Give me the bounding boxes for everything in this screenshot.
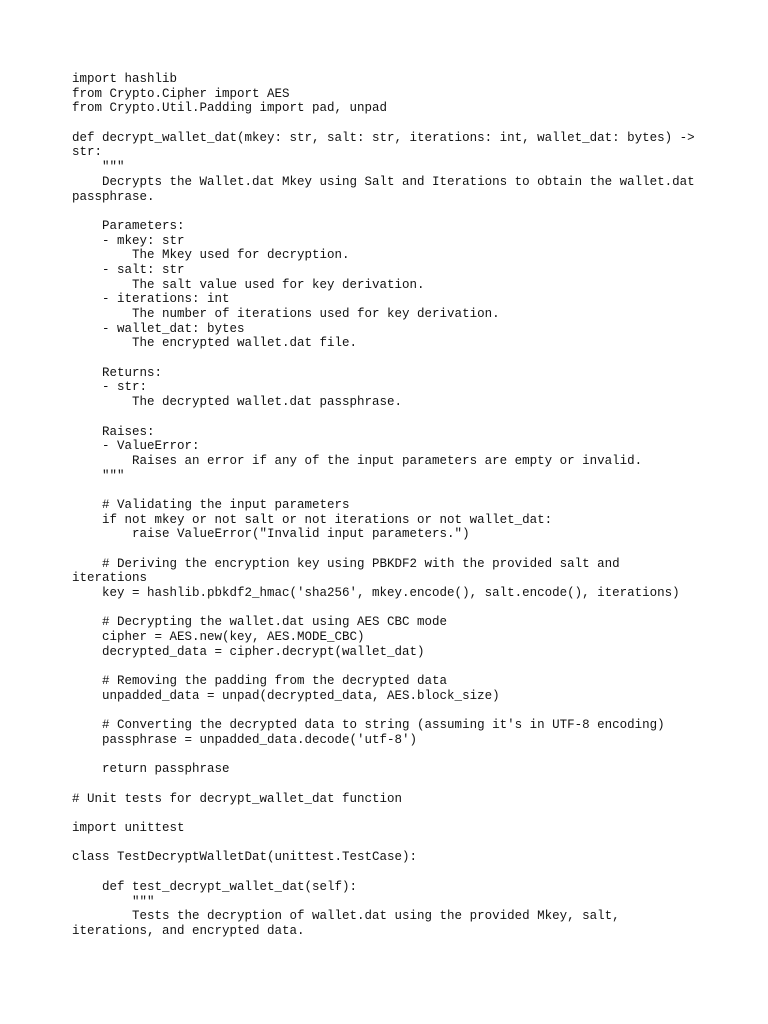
code-line: passphrase = unpadded_data.decode('utf-8') (72, 732, 418, 747)
code-line (72, 116, 712, 131)
code-line: from Crypto.Util.Padding import pad, unpad (72, 101, 388, 116)
code-line: # Validating the input parameters (72, 497, 350, 512)
code-line: The salt value used for key derivation. (72, 277, 425, 292)
code-line: # Decrypting the wallet.dat using AES CBC mode (72, 615, 448, 630)
code-line: Returns: (72, 365, 163, 380)
code-line (72, 806, 712, 821)
code-line: iterations, and encrypted data. (72, 923, 305, 938)
code-line (72, 542, 712, 557)
code-line: # Removing the padding from the decrypted data (72, 674, 448, 689)
code-line: class TestDecryptWalletDat(unittest.TestCase): (72, 850, 418, 865)
code-line: The Mkey used for decryption. (72, 248, 350, 263)
code-line: Tests the decryption of wallet.dat using the provided Mkey, salt, (72, 909, 620, 924)
code-line: - wallet_dat: bytes (72, 321, 245, 336)
code-line: return passphrase (72, 762, 230, 777)
code-line: - mkey: str (72, 233, 185, 248)
code-line: # Converting the decrypted data to string (assuming it's in UTF-8 encoding) (72, 718, 665, 733)
code-line: - ValueError: (72, 439, 200, 454)
code-line: """ (72, 468, 125, 483)
code-line: - salt: str (72, 262, 185, 277)
code-document (72, 72, 712, 939)
code-line: Decrypts the Wallet.dat Mkey using Salt and Iterations to obtain the wallet.dat (72, 174, 695, 189)
code-line: import unittest (72, 821, 185, 836)
code-line: """ (72, 160, 125, 175)
code-line: raise ValueError("Invalid input parameters.") (72, 527, 470, 542)
code-line: passphrase. (72, 189, 155, 204)
code-line: unpadded_data = unpad(decrypted_data, AES.block_size) (72, 688, 500, 703)
code-line: from Crypto.Cipher import AES (72, 86, 290, 101)
code-line: The number of iterations used for key derivation. (72, 307, 500, 321)
code-line: - str: (72, 380, 148, 395)
code-line: The decrypted wallet.dat passphrase. (72, 395, 403, 410)
code-line: """ (72, 894, 155, 909)
code-line: def test_decrypt_wallet_dat(self): (72, 879, 358, 894)
code-line (72, 704, 712, 719)
code-line: decrypted_data = cipher.decrypt(wallet_dat) (72, 644, 425, 659)
code-line: Raises: (72, 424, 155, 439)
code-line (72, 748, 712, 763)
code-line: # Unit tests for decrypt_wallet_dat function (72, 791, 403, 806)
code-line: import hashlib (72, 72, 178, 86)
code-line: Parameters: (72, 218, 185, 233)
code-line: - iterations: int (72, 292, 230, 307)
code-line (72, 777, 712, 792)
code-line: if not mkey or not salt or not iterations or not wallet_dat: (72, 512, 553, 527)
code-line: # Deriving the encryption key using PBKDF2 with the provided salt and (72, 556, 620, 571)
code-line: key = hashlib.pbkdf2_hmac('sha256', mkey.encode(), salt.encode(), iterations) (72, 586, 680, 601)
code-line: def decrypt_wallet_dat(mkey: str, salt: str, iterations: int, wallet_dat: bytes) -> (72, 130, 695, 145)
code-line: The encrypted wallet.dat file. (72, 336, 358, 351)
code-line (72, 204, 712, 219)
code-line (72, 410, 712, 425)
code-line (72, 865, 712, 880)
code-line (72, 601, 712, 616)
code-line: Raises an error if any of the input parameters are empty or invalid. (72, 453, 643, 468)
code-line (72, 660, 712, 675)
code-line: iterations (72, 571, 148, 586)
code-line (72, 483, 712, 498)
code-line: str: (72, 145, 103, 160)
code-line: cipher = AES.new(key, AES.MODE_CBC) (72, 630, 365, 645)
code-line (72, 351, 712, 366)
code-line (72, 836, 712, 851)
